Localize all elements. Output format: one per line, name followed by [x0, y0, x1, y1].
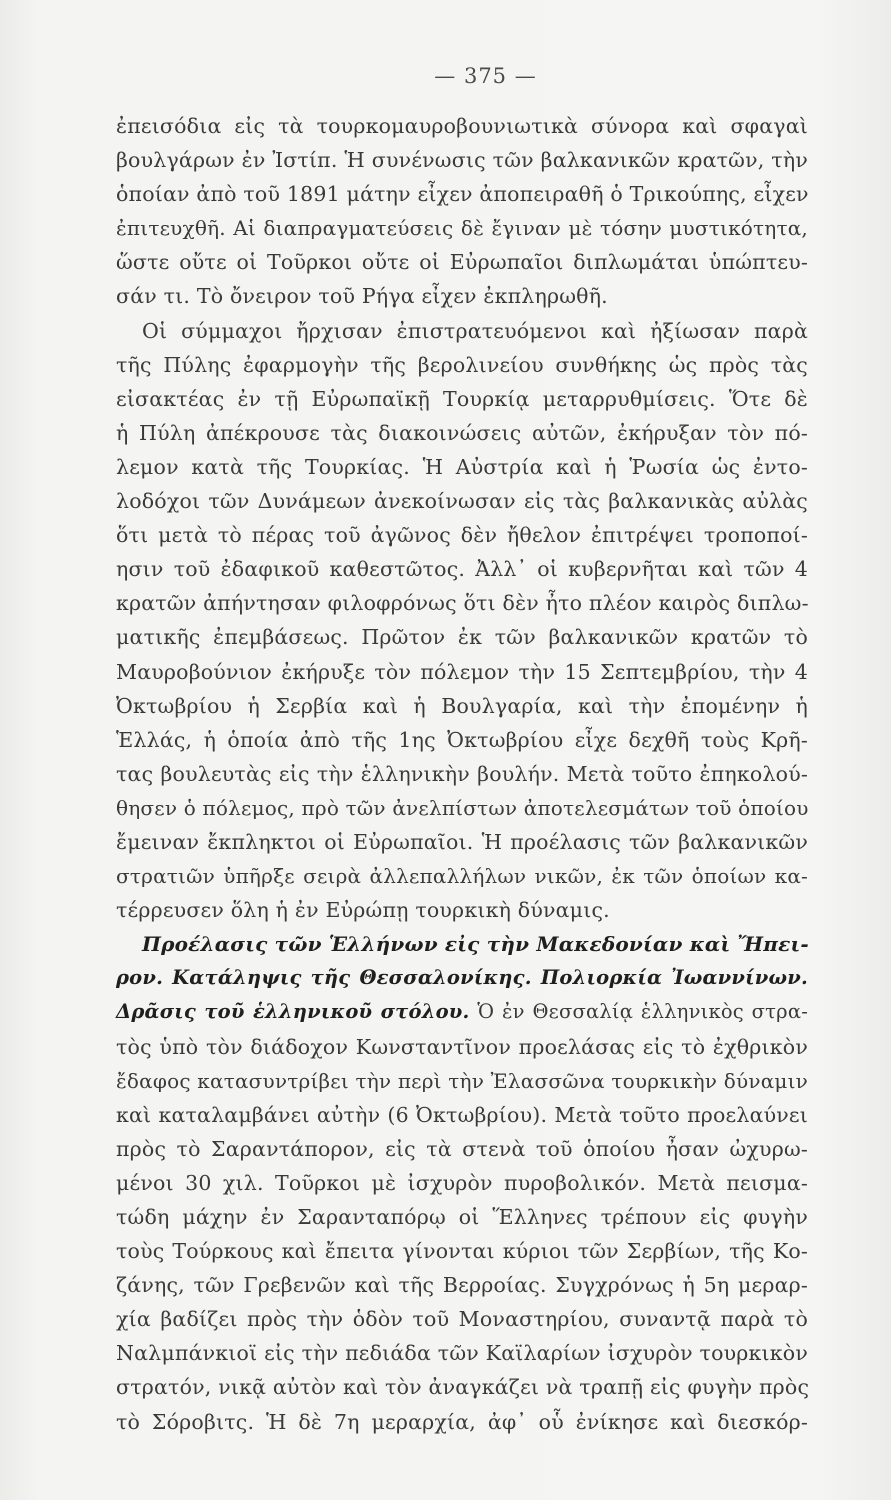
line-text: θησεν ὁ πόλεμος, πρὸ τῶν ἀνελπίστων ἀποτελεσμάτων τοῦ ὁποίου: [116, 795, 809, 820]
section-heading-line: [116, 927, 808, 961]
text-line: [116, 825, 808, 859]
line-text: ἔμειναν ἔκπληκτοι οἱ Εὐρωπαῖοι. Ἡ προέλασις τῶν βαλκανικῶν: [116, 829, 808, 854]
line-text: ησιν τοῦ ἐδαφικοῦ καθεστῶτος. Ἀλλ᾽ οἱ κυβερνῆται καὶ τῶν 4: [116, 557, 808, 582]
text-line: [116, 1302, 808, 1336]
text-line: [116, 1030, 808, 1064]
line-text: σάν τι. Τὸ ὄνειρον τοῦ Ρήγα εἶχεν ἐκπληρωθῆ.: [116, 284, 608, 309]
line-text: ἡ Πύλη ἀπέκρουσε τὰς διακοινώσεις αὐτῶν, ἐκήρυξαν τὸν πό-: [116, 420, 808, 445]
line-text: τοὺς Τούρκους καὶ ἔπειτα γίνονται κύριοι τῶν Σερβίων, τῆς Κο-: [116, 1239, 808, 1264]
line-text: τὸς ὑπὸ τὸν διάδοχον Κωνσταντῖνον προελάσας εἰς τὸ ἐχθρικὸν: [116, 1034, 808, 1059]
text-line: [116, 1370, 808, 1404]
text-line: [116, 382, 808, 416]
text-line: [116, 893, 808, 927]
text-line: [116, 484, 808, 518]
line-text: βουλγάρων ἐν Ἰστίπ. Ἡ συνένωσις τῶν βαλκανικῶν κρατῶν, τὴν: [116, 148, 808, 173]
line-text: στρατόν, νικᾷ αὐτὸν καὶ τὸν ἀναγκάζει νὰ τραπῇ εἰς φυγὴν πρὸς: [116, 1375, 810, 1400]
line-text: εἰσακτέας ἐν τῇ Εὐρωπαϊκῇ Τουρκίᾳ μεταρρυθμίσεις. Ὅτε δὲ: [116, 386, 808, 411]
text-line: [116, 1200, 808, 1234]
text-line: [116, 689, 808, 723]
section-heading-line: [116, 961, 808, 995]
line-text: Ὀκτωβρίου ἡ Σερβία καὶ ἡ Βουλγαρία, καὶ τὴν ἐπομένην ἡ: [116, 693, 808, 718]
text-line: [116, 586, 808, 620]
line-text: τας βουλευτὰς εἰς τὴν ἑλληνικὴν βουλήν. Μετὰ τοῦτο ἐπηκολού-: [116, 761, 808, 786]
line-text: τώδη μάχην ἐν Σαρανταπόρῳ οἱ Ἕλληνες τρέπουν εἰς φυγὴν: [116, 1205, 808, 1229]
text-line: [116, 1132, 808, 1166]
text-line: [116, 1234, 808, 1268]
text-line: [116, 859, 808, 893]
line-text: τέρρευσεν ὅλη ἡ ἐν Εὐρώπῃ τουρκικὴ δύναμις.: [116, 898, 610, 923]
line-text: στρατιῶν ὑπῆρξε σειρὰ ἀλλεπαλλήλων νικῶν, ἐκ τῶν ὁποίων κα-: [116, 864, 808, 889]
text-line: [116, 314, 808, 348]
line-text: καὶ καταλαμβάνει αὐτὴν (6 Ὀκτωβρίου). Μετὰ τοῦτο προελαύνει: [116, 1102, 808, 1127]
text-line: [116, 1405, 808, 1439]
text-line: [116, 279, 808, 313]
section-heading: ρον. Κατάληψις τῆς Θεσσαλονίκης. Πολιορκία Ἰωαννίνων.: [116, 966, 808, 990]
line-text: Μαυροβούνιον ἐκήρυξε τὸν πόλεμον τὴν 15 Σεπτεμβρίου, τὴν 4: [116, 659, 808, 684]
line-text: Ὁ ἐν Θεσσαλίᾳ ἑλληνικὸς στρα-: [469, 1000, 808, 1024]
body-text: [116, 109, 808, 1439]
line-text: Ναλμπάνκιοϊ εἰς τὴν πεδιάδα τῶν Καϊλαρίων ἰσχυρὸν τουρκικὸν: [116, 1341, 808, 1366]
text-line: [116, 416, 808, 450]
line-text: ἔδαφος κατασυντρίβει τὴν περὶ τὴν Ἐλασσῶνα τουρκικὴν δύναμιν: [116, 1068, 808, 1093]
text-line: [116, 143, 808, 177]
text-line: [116, 1098, 808, 1132]
text-line: [116, 757, 808, 791]
text-line: [116, 552, 808, 586]
line-text: τὸ Σόροβιτς. Ἡ δὲ 7η μεραρχία, ἀφ᾽ οὗ ἐνίκησε καὶ διεσκόρ-: [116, 1409, 808, 1434]
text-line: [116, 518, 808, 552]
line-text: ζάνης, τῶν Γρεβενῶν καὶ τῆς Βερροίας. Συγχρόνως ἡ 5η μεραρ-: [116, 1273, 808, 1298]
line-text: ὥστε οὔτε οἱ Τοῦρκοι οὔτε οἱ Εὐρωπαῖοι διπλωμάται ὑπώπτευ-: [116, 250, 808, 275]
section-heading: Δρᾶσις τοῦ ἑλληνικοῦ στόλου.: [116, 1000, 470, 1024]
line-text: ἐπεισόδια εἰς τὰ τουρκομαυροβουνιωτικὰ σύνορα καὶ σφαγαὶ: [116, 114, 808, 138]
text-line: [116, 1268, 808, 1302]
text-line: [116, 109, 808, 143]
text-line: [116, 348, 808, 382]
section-heading-line: [116, 995, 808, 1029]
text-line: [116, 1166, 808, 1200]
text-line: [116, 723, 808, 757]
text-line: [116, 177, 808, 211]
text-line: [116, 211, 808, 245]
line-text: ὁποίαν ἀπὸ τοῦ 1891 μάτην εἶχεν ἀποπειραθῆ ὁ Τρικούπης, εἶχεν: [116, 182, 809, 207]
line-text: ματικῆς ἐπεμβάσεως. Πρῶτον ἐκ τῶν βαλκανικῶν κρατῶν τὸ: [116, 625, 808, 650]
text-line: [116, 791, 808, 825]
text-line: [116, 620, 808, 654]
line-text: ὅτι μετὰ τὸ πέρας τοῦ ἀγῶνος δὲν ἤθελον ἐπιτρέψει τροποποί-: [116, 523, 808, 548]
line-text: τῆς Πύλης ἐφαρμογὴν τῆς βερολινείου συνθήκης ὡς πρὸς τὰς: [116, 352, 808, 377]
line-text: κρατῶν ἀπήντησαν φιλοφρόνως ὅτι δὲν ἦτο πλέον καιρὸς διπλω-: [116, 591, 809, 616]
line-text: πρὸς τὸ Σαραντάπορον, εἰς τὰ στενὰ τοῦ ὁποίου ἦσαν ὠχυρω-: [116, 1136, 808, 1161]
section-heading: Προέλασις τῶν Ἑλλήνων εἰς τὴν Μακεδονίαν καὶ Ἤπει-: [142, 932, 809, 957]
line-text: Ἑλλάς, ἡ ὁποία ἀπὸ τῆς 1ης Ὀκτωβρίου εἶχε δεχθῆ τοὺς Κρῆ-: [116, 727, 808, 752]
text-line: [116, 245, 808, 279]
text-line: [116, 450, 808, 484]
line-text: ἐπιτευχθῆ. Αἱ διαπραγματεύσεις δὲ ἔγιναν μὲ τόσην μυστικότητα,: [116, 216, 808, 241]
text-line: [116, 1336, 808, 1370]
text-line: [116, 655, 808, 689]
line-text: λοδόχοι τῶν Δυνάμεων ἀνεκοίνωσαν εἰς τὰς βαλκανικὰς αὐλὰς: [116, 489, 808, 514]
line-text: Οἱ σύμμαχοι ἤρχισαν ἐπιστρατευόμενοι καὶ ἠξίωσαν παρὰ: [142, 318, 808, 343]
page-number: — 375 —: [434, 64, 537, 88]
line-text: μένοι 30 χιλ. Τοῦρκοι μὲ ἰσχυρὸν πυροβολικόν. Μετὰ πεισμα-: [116, 1170, 808, 1195]
text-line: [116, 1064, 808, 1098]
line-text: χία βαδίζει πρὸς τὴν ὁδὸν τοῦ Μοναστηρίου, συναντᾷ παρὰ τὸ: [116, 1307, 808, 1332]
line-text: λεμον κατὰ τῆς Τουρκίας. Ἡ Αὐστρία καὶ ἡ Ῥωσία ὡς ἐντο-: [116, 454, 808, 479]
